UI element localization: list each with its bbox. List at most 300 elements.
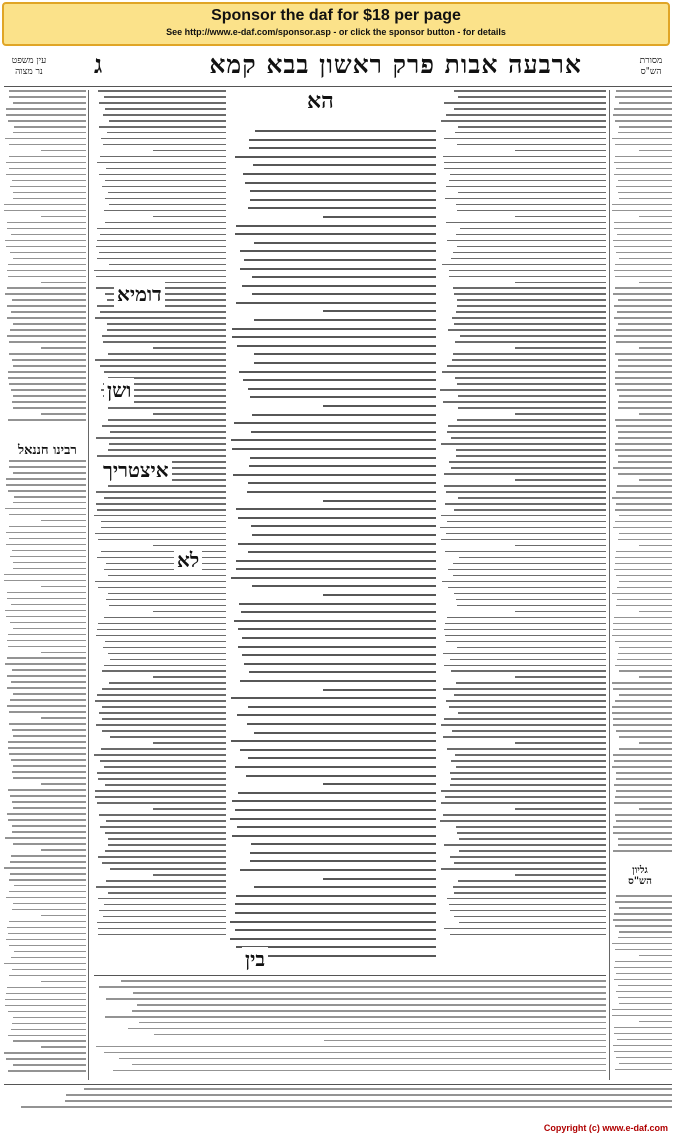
text-line: [104, 497, 226, 499]
text-line: [12, 969, 87, 971]
text-line: [8, 789, 86, 791]
text-line: [446, 491, 606, 493]
text-line: [444, 665, 606, 667]
text-line: [459, 838, 606, 840]
text-line: [97, 228, 226, 230]
text-line: [8, 377, 86, 379]
text-line: [612, 635, 672, 637]
text-line: [9, 144, 86, 146]
text-line: [639, 413, 672, 415]
text-line: [9, 723, 86, 725]
text-line: [246, 775, 436, 777]
text-line: [8, 819, 86, 821]
text-line: [252, 414, 436, 416]
text-line: [249, 465, 436, 467]
text-line: [448, 425, 606, 427]
text-line: [244, 663, 436, 665]
text-line: [104, 1052, 606, 1054]
text-line: [249, 671, 436, 673]
text-line: [7, 228, 86, 230]
text-line: [6, 897, 86, 899]
text-line: [616, 425, 672, 427]
text-line: [614, 1027, 672, 1029]
text-line: [13, 1017, 86, 1019]
text-line: [616, 820, 672, 822]
text-line: [104, 96, 226, 98]
text-line: [613, 1045, 672, 1047]
text-line: [619, 907, 672, 909]
text-line: [456, 455, 606, 457]
text-line: [618, 937, 672, 939]
text-line: [515, 874, 606, 876]
text-line: [109, 120, 226, 122]
text-line: [7, 675, 86, 677]
text-line: [450, 174, 606, 176]
text-line: [97, 772, 226, 774]
text-line: [128, 1028, 606, 1030]
ein-mishpat-label: עין משפט נר מצוה: [11, 56, 47, 77]
text-line: [616, 973, 672, 975]
text-line: [445, 623, 606, 625]
text-line: [254, 353, 436, 355]
text-line: [457, 419, 606, 421]
text-line: [103, 114, 226, 116]
text-line: [8, 371, 86, 373]
text-line: [108, 449, 226, 451]
text-line: [106, 599, 226, 601]
bold-word-4: לא: [174, 548, 202, 573]
text-line: [324, 1040, 606, 1042]
text-line: [450, 659, 606, 661]
text-line: [108, 575, 226, 577]
text-line: [515, 282, 606, 284]
text-line: [456, 204, 606, 206]
text-line: [137, 1004, 606, 1006]
text-line: [243, 173, 436, 175]
text-line: [237, 345, 436, 347]
text-line: [108, 892, 226, 894]
text-line: [230, 818, 436, 820]
text-line: [615, 521, 672, 523]
text-line: [97, 557, 226, 559]
text-line: [110, 431, 226, 433]
text-line: [9, 945, 86, 947]
text-line: [11, 855, 86, 857]
text-line: [8, 933, 87, 935]
text-line: [459, 850, 606, 852]
text-line: [515, 545, 606, 547]
text-line: [95, 581, 226, 583]
text-line: [8, 741, 86, 743]
text-line: [9, 383, 86, 385]
text-line: [323, 500, 436, 502]
text-line: [615, 949, 672, 951]
text-line: [614, 617, 672, 619]
text-line: [449, 706, 606, 708]
text-line: [639, 282, 672, 284]
text-line: [108, 844, 226, 846]
text-line: [457, 246, 606, 248]
text-line: [440, 527, 606, 529]
text-line: [454, 509, 606, 511]
text-line: [443, 156, 606, 158]
text-line: [323, 878, 436, 880]
text-line: [101, 138, 226, 140]
text-line: [102, 718, 226, 720]
text-line: [615, 557, 673, 559]
text-line: [614, 967, 672, 969]
text-line: [5, 138, 86, 140]
text-line: [96, 491, 226, 493]
text-line: [237, 714, 436, 716]
text-line: [41, 652, 86, 654]
text-line: [613, 114, 672, 116]
text-line: [253, 955, 436, 957]
text-line: [639, 216, 672, 218]
text-line: [515, 808, 606, 810]
text-line: [618, 461, 672, 463]
text-line: [639, 150, 672, 152]
text-line: [14, 126, 86, 128]
text-line: [10, 252, 86, 254]
text-line: [98, 587, 226, 589]
text-line: [231, 439, 436, 441]
text-line: [5, 610, 86, 612]
text-line: [449, 270, 606, 272]
text-line: [615, 287, 673, 289]
text-line: [7, 222, 86, 224]
text-line: [9, 466, 86, 468]
text-line: [13, 407, 86, 409]
text-line: [240, 749, 436, 751]
text-line: [6, 174, 86, 176]
text-line: [614, 569, 672, 571]
text-line: [454, 892, 606, 894]
text-line: [248, 706, 436, 708]
text-line: [6, 1058, 86, 1060]
text-line: [10, 873, 86, 875]
text-line: [102, 730, 226, 732]
text-line: [455, 754, 606, 756]
text-line: [6, 544, 86, 546]
text-line: [454, 593, 606, 595]
text-line: [240, 869, 436, 871]
text-line: [12, 299, 86, 301]
text-line: [13, 562, 86, 564]
text-line: [96, 437, 226, 439]
text-line: [456, 311, 606, 313]
page-letter: ג: [94, 50, 103, 79]
text-line: [613, 724, 672, 726]
text-line: [109, 682, 226, 684]
text-line: [444, 168, 606, 170]
text-line: [515, 742, 606, 744]
text-line: [9, 711, 86, 713]
text-line: [612, 138, 672, 140]
text-line: [442, 264, 606, 266]
text-line: [639, 742, 672, 744]
text-line: [639, 808, 672, 810]
text-line: [453, 563, 606, 565]
text-line: [616, 991, 672, 993]
text-line: [13, 323, 86, 325]
text-line: [448, 329, 606, 331]
text-line: [616, 491, 672, 493]
text-line: [457, 299, 606, 301]
text-line: [6, 616, 86, 618]
text-line: [96, 886, 226, 888]
text-line: [95, 533, 226, 535]
text-line: [614, 1051, 672, 1053]
text-line: [615, 509, 672, 511]
text-line: [619, 102, 672, 104]
bottom-rule: [94, 975, 606, 976]
text-line: [441, 724, 606, 726]
text-line: [153, 808, 226, 810]
text-line: [104, 766, 226, 768]
text-line: [614, 802, 672, 804]
text-line: [449, 461, 606, 463]
text-line: [153, 874, 226, 876]
text-line: [447, 240, 606, 242]
talmud-page: [4, 50, 672, 1120]
text-line: [96, 724, 226, 726]
text-line: [618, 985, 672, 987]
text-line: [615, 563, 672, 565]
text-line: [6, 114, 86, 116]
text-line: [110, 868, 226, 870]
text-line: [440, 820, 606, 822]
text-line: [247, 723, 436, 725]
text-line: [13, 777, 86, 779]
text-line: [109, 264, 226, 266]
text-line: [14, 496, 86, 498]
text-line: [41, 915, 86, 917]
text-line: [6, 532, 86, 534]
text-line: [41, 150, 86, 152]
text-line: [12, 801, 86, 803]
text-line: [13, 628, 86, 630]
text-line: [451, 258, 606, 260]
text-line: [95, 796, 227, 798]
text-line: [450, 772, 606, 774]
sponsor-banner[interactable]: [2, 2, 670, 46]
text-line: [106, 820, 226, 822]
text-line: [450, 784, 606, 786]
text-line: [245, 182, 436, 184]
text-line: [248, 482, 436, 484]
text-line: [242, 654, 436, 656]
text-line: [451, 437, 606, 439]
text-line: [251, 843, 436, 845]
text-line: [618, 299, 672, 301]
text-line: [459, 922, 606, 924]
text-line: [153, 347, 226, 349]
text-line: [252, 293, 436, 295]
text-line: [613, 293, 672, 295]
text-line: [612, 210, 672, 212]
text-line: [104, 617, 226, 619]
text-line: [105, 108, 226, 110]
rabbenu-chananel-title: רבינו חננאל: [18, 443, 77, 458]
text-line: [9, 514, 86, 516]
text-line: [251, 525, 436, 527]
text-line: [97, 922, 226, 924]
text-line: [639, 676, 672, 678]
text-line: [446, 641, 606, 643]
text-line: [619, 515, 672, 517]
text-line: [233, 474, 436, 476]
text-line: [613, 527, 672, 529]
text-line: [444, 928, 606, 930]
text-line: [238, 792, 436, 794]
text-line: [9, 90, 86, 92]
text-line: [455, 341, 606, 343]
text-line: [5, 999, 86, 1001]
tosafot-column: [94, 90, 226, 945]
text-line: [8, 419, 86, 421]
text-line: [95, 700, 226, 702]
text-line: [615, 276, 672, 278]
text-line: [444, 485, 606, 487]
ein-mishpat-column: [4, 90, 86, 430]
text-line: [613, 850, 672, 852]
text-line: [458, 395, 606, 397]
text-line: [104, 569, 226, 571]
text-line: [614, 317, 672, 319]
text-line: [615, 156, 672, 158]
text-line: [619, 736, 672, 738]
text-line: [7, 687, 86, 689]
text-line: [100, 234, 226, 236]
text-line: [13, 568, 86, 570]
text-line: [8, 264, 86, 266]
text-line: [445, 796, 606, 798]
text-line: [11, 1029, 86, 1031]
text-line: [96, 246, 226, 248]
text-line: [99, 814, 226, 816]
text-line: [11, 311, 86, 313]
text-line: [445, 551, 606, 553]
text-line: [323, 216, 436, 218]
text-line: [254, 319, 436, 321]
text-line: [105, 180, 226, 182]
text-line: [441, 443, 606, 445]
text-line: [618, 407, 672, 409]
text-line: [617, 599, 672, 601]
text-line: [460, 335, 606, 337]
text-line: [236, 568, 436, 570]
text-line: [133, 992, 606, 994]
text-line: [443, 814, 606, 816]
text-line: [450, 934, 606, 936]
text-line: [614, 162, 672, 164]
text-line: [13, 735, 86, 737]
text-line: [240, 268, 436, 270]
text-line: [446, 533, 606, 535]
text-line: [106, 168, 226, 170]
footer-rule: [4, 1084, 672, 1085]
text-line: [102, 706, 226, 708]
text-line: [13, 365, 86, 367]
text-line: [615, 144, 672, 146]
text-line: [13, 693, 86, 695]
text-line: [618, 539, 672, 541]
text-line: [323, 405, 436, 407]
text-line: [240, 250, 436, 252]
text-line: [14, 885, 86, 887]
text-line: [98, 623, 226, 625]
text-line: [21, 1106, 672, 1108]
sponsor-details[interactable]: See http://www.e-daf.com/sponsor.asp - or click the sponsor button - for details: [166, 27, 506, 37]
text-line: [617, 389, 672, 391]
text-line: [9, 538, 86, 540]
text-line: [458, 497, 606, 499]
text-line: [9, 975, 86, 977]
text-line: [456, 234, 606, 236]
text-line: [105, 1016, 606, 1018]
text-line: [612, 712, 672, 714]
text-line: [615, 353, 672, 355]
text-line: [94, 270, 226, 272]
text-line: [234, 422, 436, 424]
text-line: [97, 694, 226, 696]
text-line: [612, 943, 672, 945]
text-line: [8, 276, 86, 278]
text-line: [99, 102, 226, 104]
text-line: [97, 455, 226, 457]
text-line: [97, 629, 226, 631]
text-line: [515, 150, 606, 152]
text-line: [442, 371, 606, 373]
text-line: [456, 599, 606, 601]
text-line: [615, 371, 672, 373]
copyright-credit[interactable]: Copyright (c) www.e-daf.com: [543, 1123, 668, 1133]
text-line: [616, 575, 672, 577]
text-line: [8, 1035, 86, 1037]
text-line: [613, 919, 672, 921]
text-line: [106, 998, 606, 1000]
text-line: [4, 867, 86, 869]
text-line: [11, 234, 86, 236]
text-line: [616, 895, 672, 897]
text-line: [619, 931, 672, 933]
text-line: [7, 927, 86, 929]
text-line: [110, 659, 226, 661]
text-line: [232, 328, 436, 330]
text-line: [5, 663, 86, 665]
text-line: [5, 1005, 86, 1007]
text-line: [323, 594, 436, 596]
text-line: [454, 108, 606, 110]
text-line: [616, 1057, 672, 1059]
text-line: [11, 681, 86, 683]
text-line: [617, 587, 672, 589]
text-line: [84, 1088, 672, 1090]
text-line: [618, 473, 672, 475]
text-line: [450, 856, 606, 858]
text-line: [109, 443, 226, 445]
text-line: [617, 234, 672, 236]
text-line: [6, 108, 86, 110]
text-line: [616, 790, 672, 792]
text-line: [448, 587, 606, 589]
text-line: [98, 934, 226, 936]
text-line: [7, 317, 86, 319]
text-line: [454, 90, 606, 92]
text-line: [8, 1011, 86, 1013]
text-line: [248, 388, 436, 390]
